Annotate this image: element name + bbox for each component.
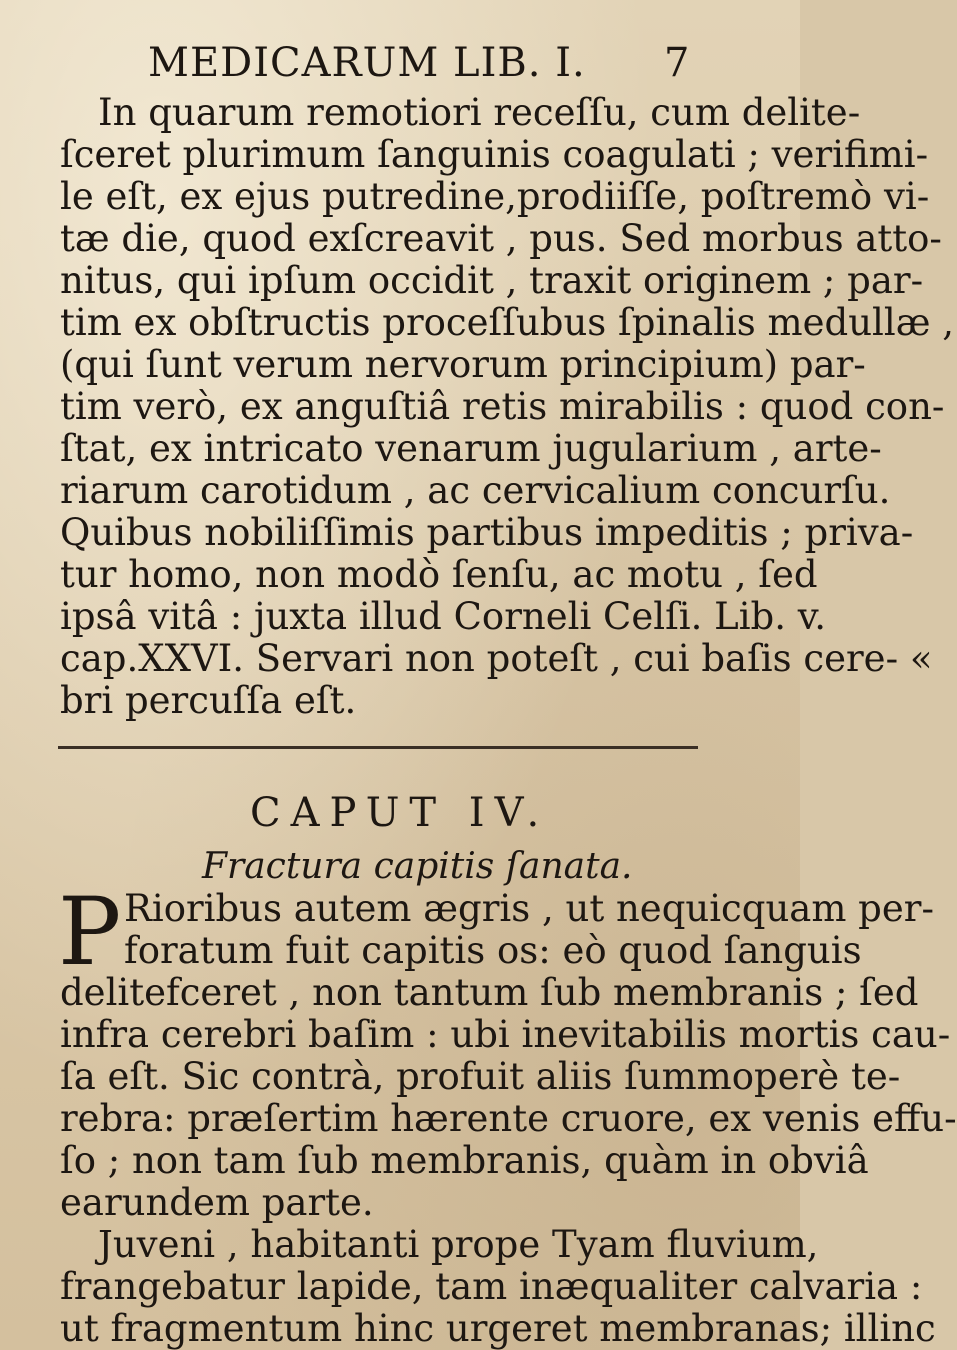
text-line: nitus, qui ipſum occidit , traxit originem ; par-: [60, 259, 924, 302]
text-line: cap.XXVI. Servari non poteſt , cui baſis cere- «: [60, 637, 933, 680]
text-line: ſceret plurimum ſanguinis coagulati ; verifimi-: [60, 133, 929, 176]
text-line: delitefceret , non tantum ſub membranis ; ſed: [60, 971, 919, 1014]
text-line: foratum fuit capitis os: eò quod ſanguis: [124, 929, 862, 972]
text-line: Rioribus autem ægris , ut nequicquam per-: [124, 887, 934, 930]
text-line: rebra: præſertim hærente cruore, ex venis effu-: [60, 1097, 957, 1140]
text-line: tur homo, non modò ſenſu, ac motu , ſed: [60, 553, 818, 596]
text-line: ſo ; non tam ſub membranis, quàm in obviâ: [60, 1139, 869, 1182]
text-line: ſtat, ex intricato venarum jugularium , arte-: [60, 427, 882, 470]
chapter-heading: CAPUT IV.: [250, 790, 550, 836]
text-line: earundem parte.: [60, 1181, 374, 1224]
chapter-subtitle: Fractura capitis ſanata.: [202, 846, 633, 887]
text-line: Quibus nobiliſſimis partibus impeditis ; priva-: [60, 511, 914, 554]
text-line: tæ die, quod exſcreavit , pus. Sed morbus atto-: [60, 217, 942, 260]
drop-cap: P: [58, 878, 122, 987]
running-head: MEDICARUM LIB. I.: [148, 40, 586, 86]
text-line: ut fragmentum hinc urgeret membranas; illinc: [60, 1307, 936, 1350]
text-line: ipsâ vitâ : juxta illud Corneli Celſi. Lib. v.: [60, 595, 827, 638]
text-line: infra cerebri baſim : ubi inevitabilis mortis cau-: [60, 1013, 951, 1056]
text-line: Juveni , habitanti prope Tyam fluvium,: [98, 1223, 819, 1266]
text-line: riarum carotidum , ac cervicalium concurſu.: [60, 469, 891, 512]
text-line: In quarum remotiori receſſu, cum delite-: [98, 91, 861, 134]
text-line: tim ex obſtructis proceſſubus ſpinalis medullæ ,: [60, 301, 955, 344]
text-line: tim verò, ex anguſtiâ retis mirabilis : quod con-: [60, 385, 945, 428]
page-number: 7: [664, 40, 690, 86]
section-rule: [58, 746, 698, 749]
text-line: (qui ſunt verum nervorum principium) par-: [60, 343, 866, 386]
text-line: frangebatur lapide, tam inæqualiter calvaria :: [60, 1265, 923, 1308]
text-line: le eſt, ex ejus putredine,prodiiſſe, poſtremò vi-: [60, 175, 930, 218]
text-line: bri percuſſa eſt.: [60, 679, 357, 722]
text-line: ſa eſt. Sic contrà, profuit aliis ſummoperè te-: [60, 1055, 901, 1098]
